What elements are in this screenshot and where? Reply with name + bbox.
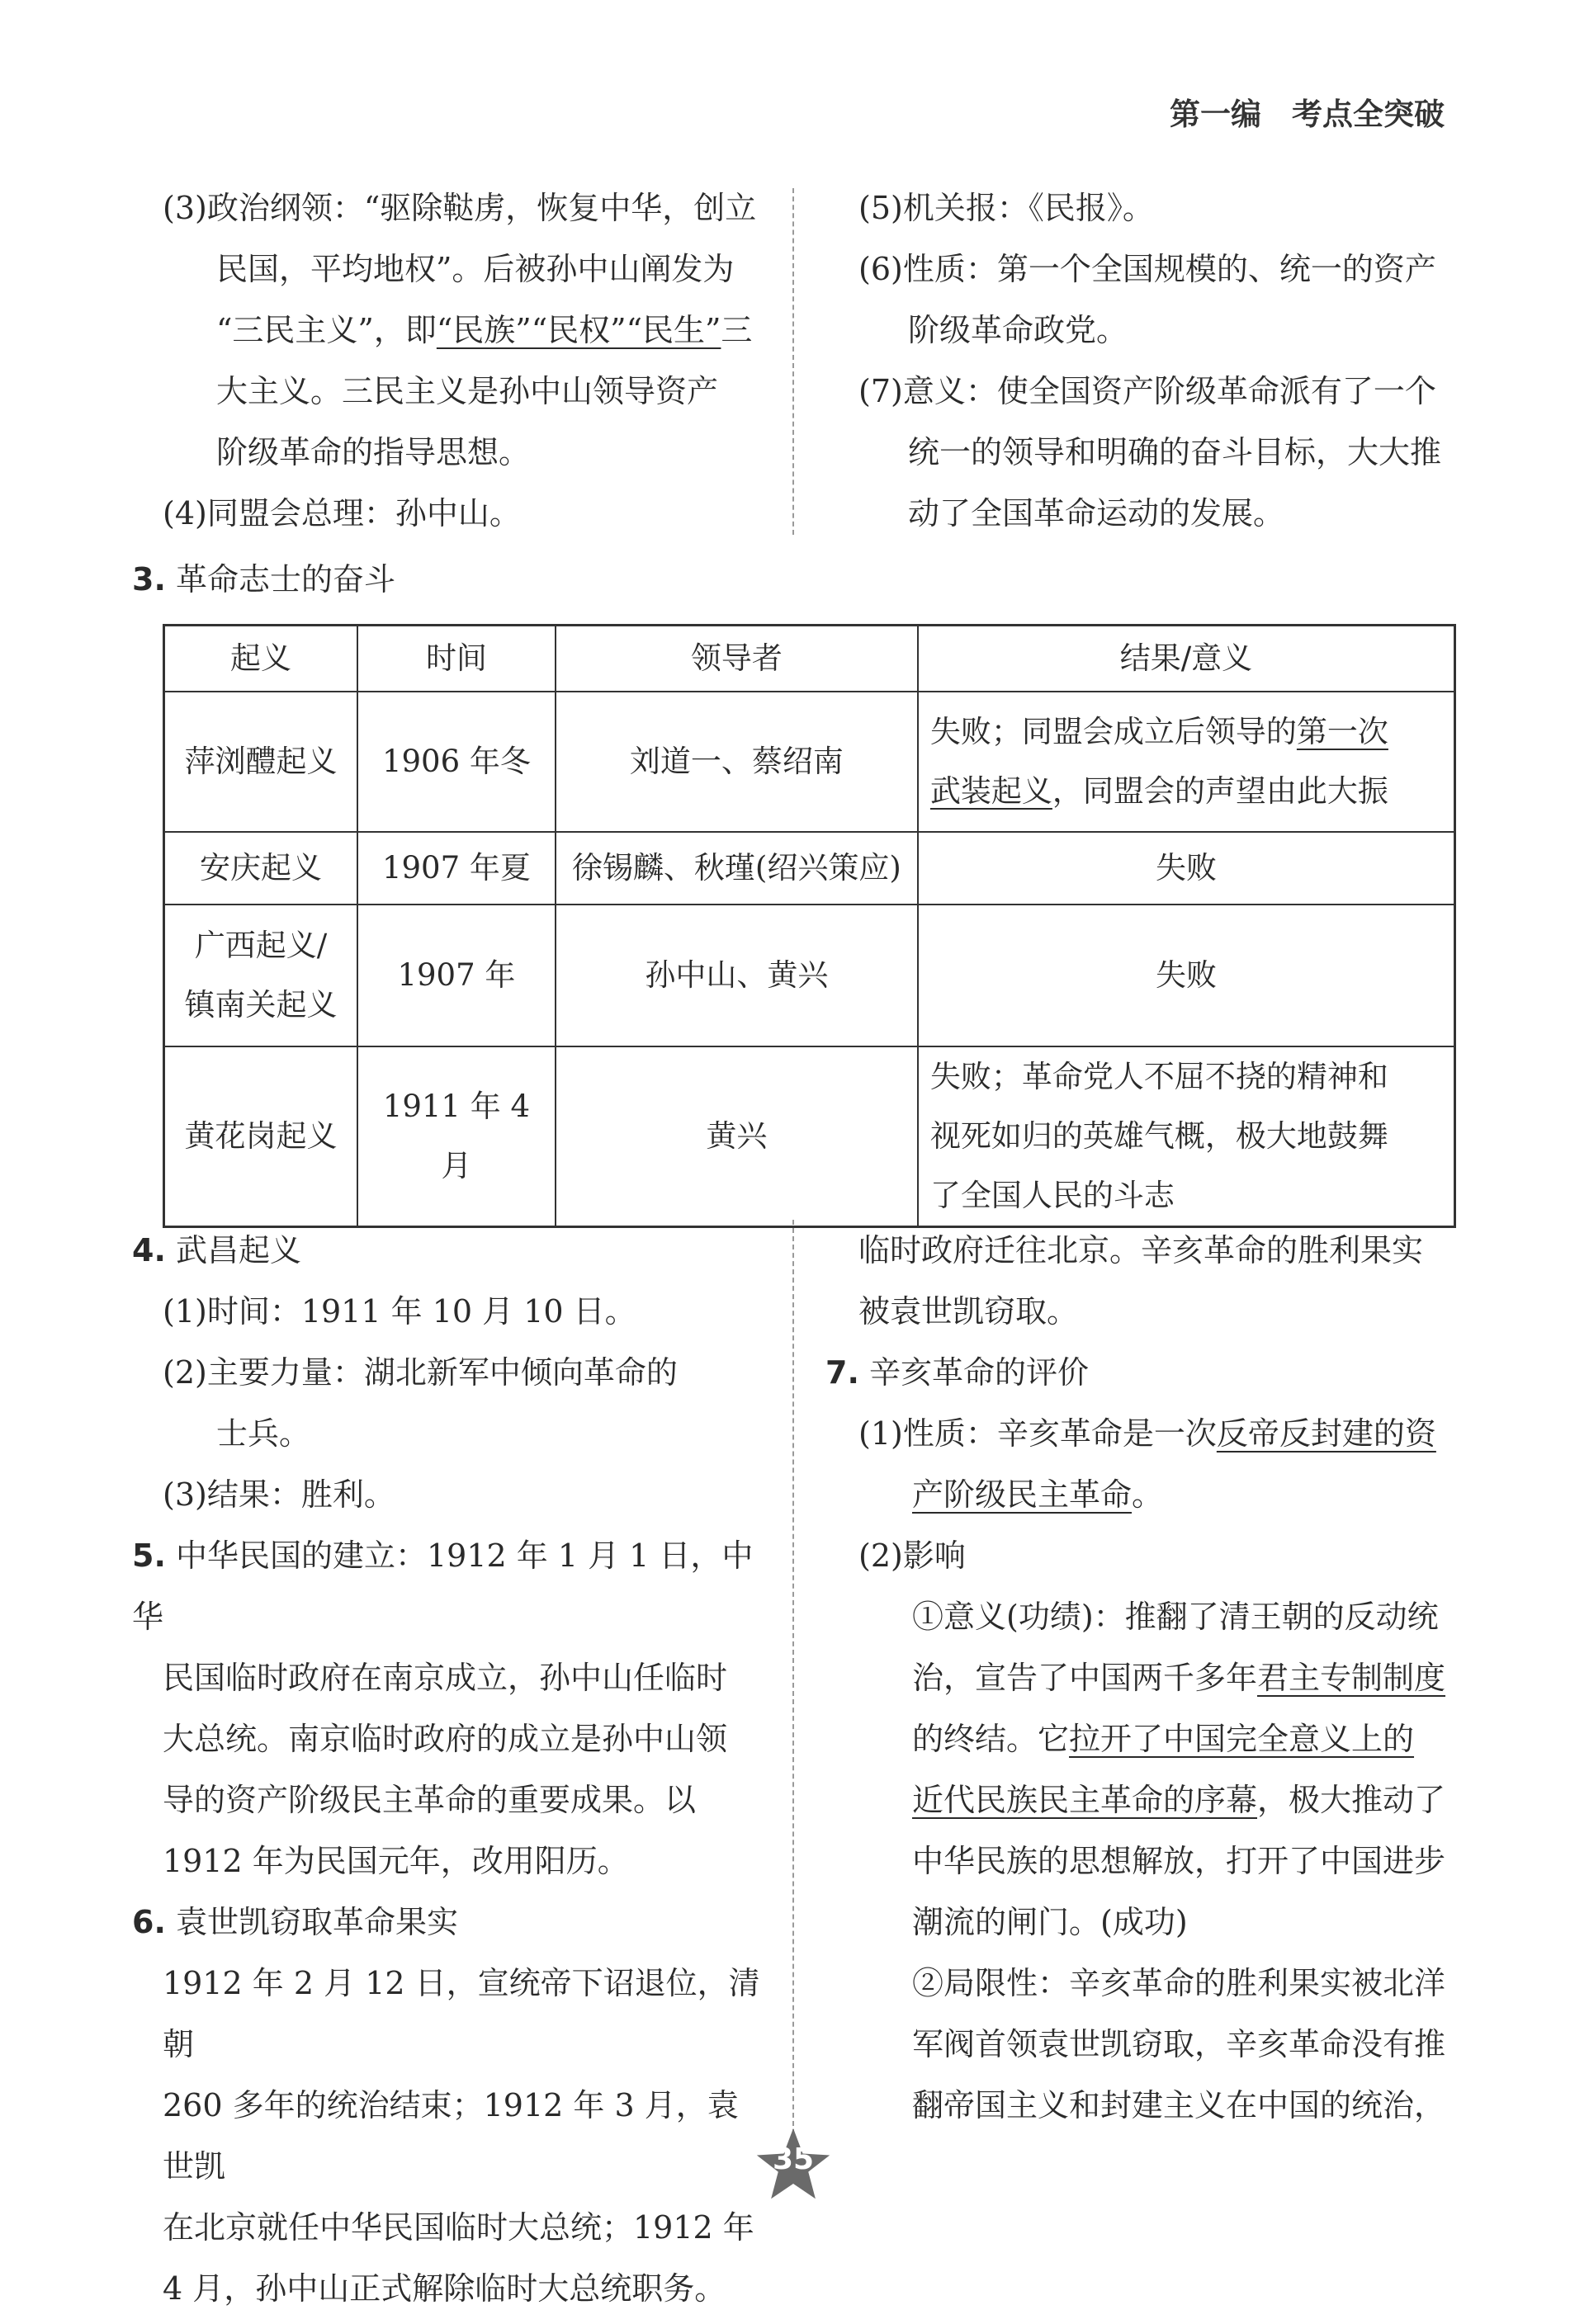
- para-line: [825, 1342, 1461, 1403]
- text-run: 在北京就任中华民国临时大总统；1912 年: [163, 2209, 754, 2246]
- para-line: [132, 2197, 768, 2258]
- para-line: [132, 1953, 768, 2075]
- text-run: “三民主义”，即: [216, 312, 437, 348]
- section-number: 6.: [132, 1904, 166, 1940]
- running-header: 第一编 考点全突破: [1170, 97, 1445, 132]
- para-line: [132, 1220, 768, 1281]
- para-line: [132, 2258, 768, 2319]
- result-line: [930, 1047, 1442, 1107]
- line: [858, 190, 1154, 226]
- line: [908, 495, 1284, 531]
- text-run: 失败；革命党人不屈不挠的精神和: [929, 1059, 1388, 1094]
- uprising-time: 1907 年夏: [357, 832, 556, 905]
- uprising-result: [918, 1046, 1455, 1227]
- text-run: 阶级革命政党。: [908, 312, 1128, 348]
- col-header: 领导者: [556, 626, 918, 692]
- text-run: (1)性质：辛亥革命是一次: [858, 1415, 1217, 1452]
- text-run: (7)意义：使全国资产阶级革命派有了一个: [858, 373, 1436, 409]
- para-line: [858, 177, 1461, 239]
- uprising-result: [918, 832, 1455, 905]
- para-line: [163, 361, 765, 422]
- text-run: 1912 年 2 月 12 日，宣统帝下诏退位，清朝: [163, 1965, 760, 2062]
- text-run: 中华民族的思想解放，打开了中国进步: [912, 1843, 1446, 1879]
- uprising-time: 1906 年冬: [357, 692, 556, 832]
- text-run: 导的资产阶级民主革命的重要成果。以: [163, 1782, 697, 1818]
- line: [216, 373, 718, 409]
- uprising-leader: 黄兴: [556, 1046, 918, 1227]
- para-line: [132, 1769, 768, 1830]
- text-run: (5)机关报：《民报》。: [858, 190, 1154, 226]
- para-line: [825, 2075, 1461, 2136]
- line: [908, 312, 1128, 348]
- text-run: 治，宣告了中国两千多年: [912, 1660, 1258, 1696]
- para-line: [825, 1708, 1461, 1769]
- para-line: [825, 1464, 1461, 1525]
- para-line: [858, 239, 1461, 300]
- uprising-name: 黄花岗起义: [164, 1046, 358, 1227]
- section-number: 7.: [825, 1354, 859, 1391]
- para-line: [163, 239, 765, 300]
- section-title-text: 袁世凯窃取革命果实: [165, 1904, 458, 1940]
- text-run: 4 月，孙中山正式解除临时大总统职务。: [163, 2270, 726, 2307]
- para-line: [825, 1586, 1461, 1647]
- table-header-row: [164, 626, 1455, 692]
- table-row: [164, 692, 1455, 832]
- page-number: 35: [772, 2142, 815, 2176]
- para-line: [132, 1464, 768, 1525]
- col-header: 起义: [164, 626, 358, 692]
- para-line: [132, 1525, 768, 1647]
- para-line: [163, 300, 765, 361]
- uprising-name: 萍浏醴起义: [164, 692, 358, 832]
- para-line: [132, 1892, 768, 1953]
- para-line: [132, 1830, 768, 1892]
- line: [216, 434, 530, 470]
- uprising-result: [918, 905, 1455, 1046]
- column-divider-top: [792, 188, 794, 535]
- uprising-leader: 刘道一、蔡绍南: [556, 692, 918, 832]
- para-line: [825, 1830, 1461, 1892]
- text-run: 。: [1132, 1476, 1164, 1513]
- text-run: (3)政治纲领：“驱除鞑虏，恢复中华，创立: [163, 190, 757, 226]
- uprising-leader: 孙中山、黄兴: [556, 905, 918, 1046]
- text-run: 的终结。它: [912, 1721, 1070, 1757]
- para-line: [163, 177, 765, 239]
- text-run: 士兵。: [216, 1415, 311, 1452]
- underlined-key-term: 近代民族民主革命的序幕: [912, 1782, 1258, 1818]
- para-line: [132, 2075, 768, 2197]
- text-run: 潮流的闸门。(成功): [912, 1904, 1188, 1940]
- bottom-left-column: [132, 1220, 768, 2319]
- text-run: ，极大推动了: [1257, 1782, 1446, 1818]
- text-run: 三: [721, 312, 753, 348]
- section-number: 5.: [132, 1538, 166, 1574]
- line: [216, 251, 734, 287]
- line: [858, 251, 1436, 287]
- text-run: (2)影响: [858, 1538, 966, 1574]
- table-row: [164, 905, 1455, 1046]
- uprising-time: 1911 年 4 月: [357, 1046, 556, 1227]
- text-run: (3)结果：胜利。: [163, 1476, 395, 1513]
- para-line: [825, 1647, 1461, 1708]
- result-line: [930, 1166, 1442, 1226]
- para-line: [163, 422, 765, 483]
- line: [163, 495, 521, 531]
- text-run: 失败: [1155, 850, 1217, 886]
- uprising-leader: 徐锡麟、秋瑾(绍兴策应): [556, 832, 918, 905]
- text-run: 视死如归的英雄气概，极大地鼓舞: [929, 1118, 1388, 1154]
- text-run: 临时政府迁往北京。辛亥革命的胜利果实: [858, 1232, 1424, 1268]
- text-run: 失败: [1155, 957, 1217, 993]
- para-line: [132, 1281, 768, 1342]
- section-3-title: [132, 549, 395, 610]
- para-line: [825, 1281, 1461, 1342]
- para-line: [858, 422, 1461, 483]
- section-number: 3.: [132, 561, 166, 598]
- col-header: 时间: [357, 626, 556, 692]
- bottom-right-column: [825, 1220, 1461, 2136]
- text-run: 动了全国革命运动的发展。: [908, 495, 1285, 531]
- underlined-key-term: 君主专制制度: [1257, 1660, 1446, 1696]
- underlined-key-term: 反帝反封建的资: [1216, 1415, 1436, 1452]
- text-run: 阶级革命的指导思想。: [216, 434, 531, 470]
- text-run: ①意义(功绩)：推翻了清王朝的反动统: [912, 1599, 1439, 1635]
- text-run: 民国，平均地权”。后被孙中山阐发为: [216, 251, 735, 287]
- para-line: [825, 1403, 1461, 1464]
- col-header: 结果/意义: [918, 626, 1455, 692]
- uprising-result: [918, 692, 1455, 832]
- top-right-column: [858, 177, 1461, 544]
- underlined-key-term: 拉开了中国完全意义上的: [1069, 1721, 1415, 1757]
- column-divider-bottom: [792, 1220, 794, 2134]
- result-line: [930, 762, 1442, 821]
- text-run: (1)时间：1911 年 10 月 10 日。: [163, 1293, 636, 1330]
- result-line: [930, 1107, 1442, 1166]
- text-run: (4)同盟会总理：孙中山。: [163, 495, 521, 531]
- underlined-key-term: 第一次: [1296, 714, 1388, 749]
- uprising-name: 广西起义/ 镇南关起义: [164, 905, 358, 1046]
- text-run: 大主义。三民主义是孙中山领导资产: [216, 373, 719, 409]
- para-line: [163, 483, 765, 544]
- text-run: 大总统。南京临时政府的成立是孙中山领: [163, 1721, 728, 1757]
- section-title-text: 革命志士的奋斗: [165, 561, 395, 598]
- line: [858, 373, 1436, 409]
- uprisings-table: [163, 624, 1456, 1228]
- para-line: [825, 1525, 1461, 1586]
- para-line: [825, 1892, 1461, 1953]
- para-line: [858, 300, 1461, 361]
- text-run: 1912 年为民国元年，改用阳历。: [163, 1843, 629, 1879]
- text-run: ，同盟会的声望由此大振: [1052, 773, 1388, 809]
- para-line: [132, 1403, 768, 1464]
- text-run: ②局限性：辛亥革命的胜利果实被北洋: [912, 1965, 1446, 2001]
- result-line: [930, 702, 1442, 762]
- line: [163, 190, 756, 226]
- para-line: [825, 2014, 1461, 2075]
- section-number: 4.: [132, 1232, 166, 1268]
- text-run: 军阀首领袁世凯窃取，辛亥革命没有推: [912, 2026, 1446, 2062]
- text-run: 失败；同盟会成立后领导的: [929, 714, 1297, 749]
- section-title-text: 辛亥革命的评价: [858, 1354, 1089, 1391]
- uprising-name: 安庆起义: [164, 832, 358, 905]
- line: [908, 434, 1441, 470]
- para-line: [825, 1953, 1461, 2014]
- result-line: [930, 838, 1442, 898]
- para-line: [825, 1769, 1461, 1830]
- underlined-key-term: 产阶级民主革命: [912, 1476, 1133, 1513]
- section-title-text: 中华民国的建立：1912 年 1 月 1 日，中华: [132, 1538, 754, 1635]
- para-line: [132, 1647, 768, 1708]
- para-line: [825, 1220, 1461, 1281]
- text-run: 260 多年的统治结束；1912 年 3 月，袁世凯: [163, 2087, 739, 2185]
- section-title-text: 武昌起义: [165, 1232, 301, 1268]
- uprising-time: 1907 年: [357, 905, 556, 1046]
- text-run: 翻帝国主义和封建主义在中国的统治，: [912, 2087, 1446, 2123]
- text-run: 了全国人民的斗志: [929, 1178, 1175, 1213]
- table-row: [164, 832, 1455, 905]
- underlined-key-term: “民族”“民权”“民生”: [436, 312, 721, 348]
- text-run: 统一的领导和明确的奋斗目标，大大推: [908, 434, 1442, 470]
- table-row: [164, 1046, 1455, 1227]
- result-line: [930, 946, 1442, 1005]
- para-line: [132, 1342, 768, 1403]
- para-line: [858, 483, 1461, 544]
- text-run: (6)性质：第一个全国规模的、统一的资产: [858, 251, 1436, 287]
- text-run: 民国临时政府在南京成立，孙中山任临时: [163, 1660, 728, 1696]
- text-run: 被袁世凯窃取。: [858, 1293, 1079, 1330]
- para-line: [858, 361, 1461, 422]
- underlined-key-term: 武装起义: [929, 773, 1052, 809]
- line: [216, 312, 752, 348]
- para-line: [132, 1708, 768, 1769]
- top-left-column: [163, 177, 765, 544]
- text-run: (2)主要力量：湖北新军中倾向革命的: [163, 1354, 678, 1391]
